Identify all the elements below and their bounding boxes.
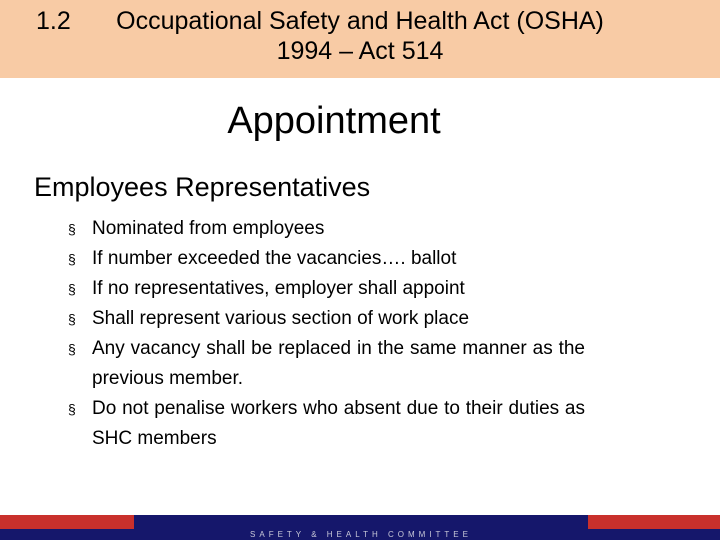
bullet-icon: §: [68, 311, 76, 327]
list-item: [68, 304, 588, 334]
bullet-icon: §: [68, 251, 76, 267]
bullet-text: If number exceeded the vacancies…. ballot: [92, 248, 457, 269]
list-item: [68, 244, 588, 274]
footer-label: SAFETY & HEALTH COMMITTEE: [250, 530, 472, 539]
footer-bar-center: [134, 515, 588, 529]
slide-title: [90, 6, 630, 66]
bullet-icon: §: [68, 341, 76, 357]
list-item: [68, 334, 588, 394]
slide-title-line-1: Occupational Safety and Health Act (OSHA): [116, 7, 604, 35]
slide-title-line-2: 1994 – Act 514: [276, 37, 444, 65]
bullet-icon: §: [68, 401, 76, 417]
bullet-icon: §: [68, 281, 76, 297]
bullet-text: Do not penalise workers who absent due to their duties as SHC members: [92, 398, 585, 449]
footer-accent-left: [0, 515, 134, 529]
list-item: [68, 274, 588, 304]
footer-accent-right: [588, 515, 720, 529]
section-number: 1.2: [36, 7, 71, 35]
bullet-icon: §: [68, 221, 76, 237]
bullet-list: [68, 214, 588, 454]
bullet-text: Shall represent various section of work place: [92, 308, 470, 329]
bullet-text: Nominated from employees: [92, 218, 325, 239]
employees-representatives-heading: Employees Representatives: [34, 172, 371, 202]
appointment-heading: Appointment: [227, 100, 441, 142]
bullet-text: Any vacancy shall be replaced in the same manner as the previous member.: [92, 338, 585, 389]
bullet-text: If no representatives, employer shall appoint: [92, 278, 465, 299]
list-item: [68, 394, 588, 454]
list-item: [68, 214, 588, 244]
